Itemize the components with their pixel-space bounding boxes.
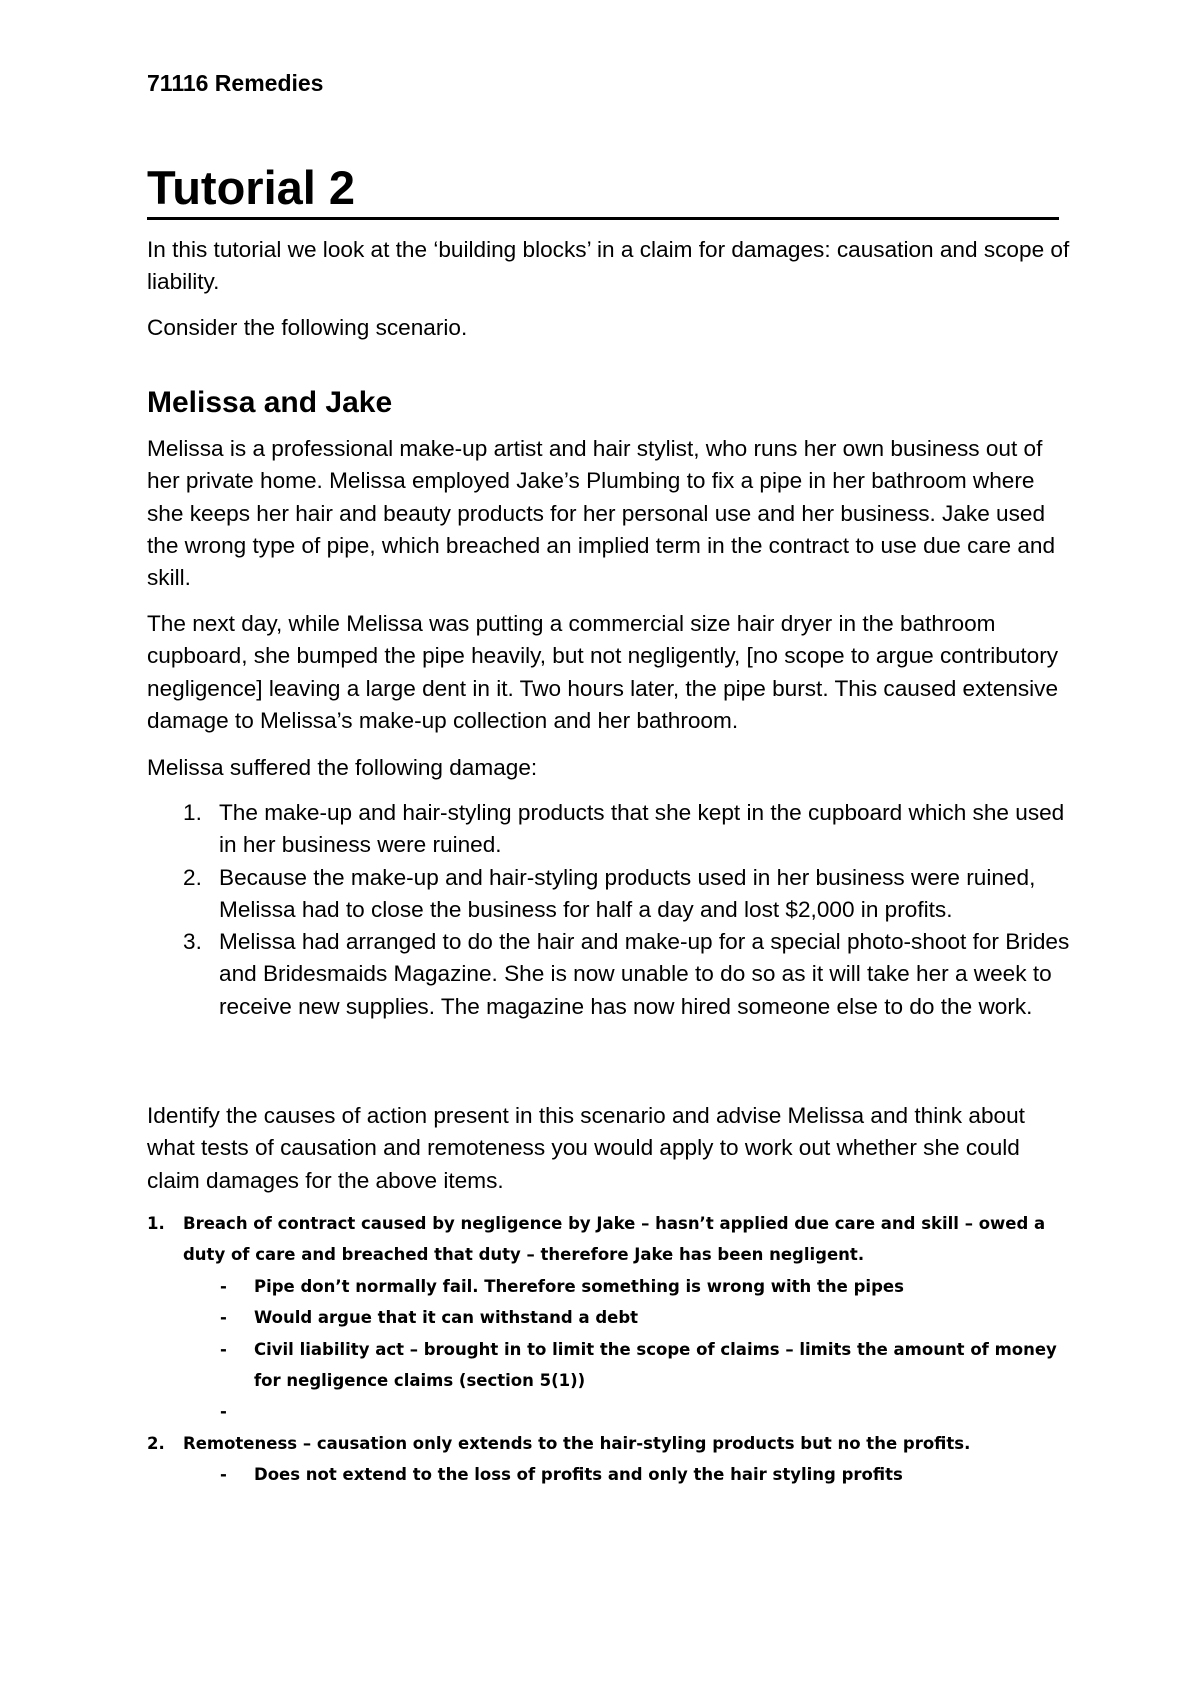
bullet-text: Would argue that it can withstand a debt: [254, 1308, 639, 1328]
course-code-header: 71116 Remedies: [147, 70, 324, 96]
list-number: 3.: [183, 929, 202, 955]
scenario-prompt: Consider the following scenario.: [147, 315, 468, 340]
question-paragraph: Identify the causes of action present in this scenario and advise Melissa and think about what tests of causation and remoteness you would apply to work out whether she could claim damages for the above items.: [147, 1103, 1025, 1193]
bullet-dash: -: [220, 1339, 227, 1359]
bullet-item: [183, 1302, 1077, 1333]
list-item: [147, 797, 1077, 862]
scenario-paragraph-1: Melissa is a professional make-up artist and hair stylist, who runs her own business out of her private home. Melissa employed Jake’s Plumbing to fix a pipe in her bathroom where she keeps her hair and beauty products for her personal use and her business. Jake used the wrong type of pipe, which breached an implied term in the contract to use due care and skill.: [147, 436, 1056, 591]
list-number: 2.: [183, 864, 202, 890]
bullet-text: Civil liability act – brought in to limit the scope of claims – limits the amount of money for negligence claims (section 5(1)): [254, 1339, 1057, 1391]
bullet-dash: -: [220, 1465, 227, 1485]
list-item-text: Melissa had arranged to do the hair and make-up for a special photo-shoot for Brides and Bridesmaids Magazine. She is now unable to do so as it will take her a week to receive new supplies. The magazine has now hired someone else to do the work.: [219, 929, 1070, 1019]
answer-text: Breach of contract caused by negligence by Jake – hasn’t applied due care and skill – owed a duty of care and breached that duty – therefore Jake has been negligent.: [183, 1214, 1046, 1265]
intro-paragraph: In this tutorial we look at the ‘building blocks’ in a claim for damages: causation and scope of liability.: [147, 237, 1070, 295]
answer-number: 2.: [147, 1433, 165, 1453]
page-title: Tutorial 2: [147, 160, 1059, 220]
bullet-text: Pipe don’t normally fail. Therefore something is wrong with the pipes: [254, 1276, 904, 1296]
bullet-item: [183, 1334, 1077, 1397]
scenario-paragraph-2: The next day, while Melissa was putting a commercial size hair dryer in the bathroom cupboard, she bumped the pipe heavily, but not negligently, [no scope to argue contributory negligence] leaving a large dent in it. Two hours later, the pipe burst. This caused extensive damage to Melissa’s make-up collection and her bathroom.: [147, 611, 1059, 733]
answer-bullets: [183, 1271, 1077, 1428]
bullet-dash: -: [220, 1402, 227, 1422]
section-heading: Melissa and Jake: [147, 386, 393, 419]
list-item-text: The make-up and hair-styling products that she kept in the cupboard which she used in her business were ruined.: [219, 800, 1065, 858]
bullet-text: Does not extend to the loss of profits and only the hair styling profits: [254, 1465, 903, 1485]
list-item-text: Because the make-up and hair-styling products used in her business were ruined, Melissa had to close the business for half a day and lost $2,000 in profits.: [219, 864, 1036, 922]
answer-list: [147, 1208, 1077, 1491]
answer-number: 1.: [147, 1214, 165, 1233]
damage-list: [147, 797, 1077, 1023]
list-item: [147, 926, 1077, 1023]
answer-item: [147, 1428, 1077, 1491]
bullet-dash: -: [220, 1308, 227, 1328]
bullet-dash: -: [220, 1276, 227, 1296]
answer-bullets: [183, 1459, 1077, 1490]
list-item: [147, 862, 1077, 927]
answer-item: [147, 1208, 1077, 1428]
bullet-item: [183, 1396, 1077, 1427]
bullet-item: [183, 1459, 1077, 1490]
damage-intro: Melissa suffered the following damage:: [147, 755, 538, 780]
bullet-item: [183, 1271, 1077, 1302]
list-number: 1.: [183, 800, 202, 825]
answer-text: Remoteness – causation only extends to the hair-styling products but no the profits.: [183, 1433, 971, 1453]
